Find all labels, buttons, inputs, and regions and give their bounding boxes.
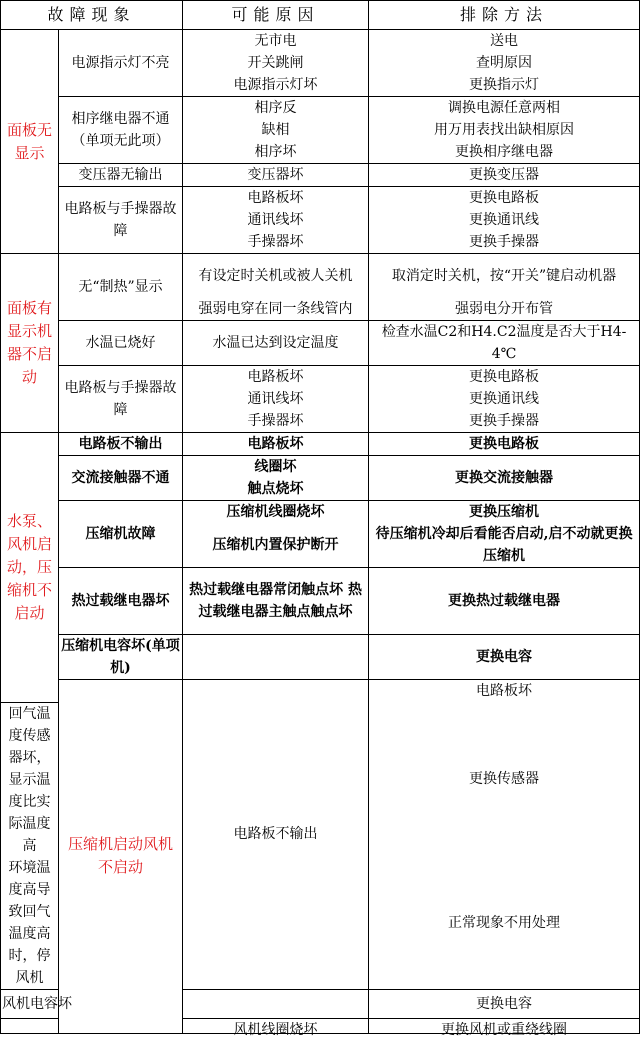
fix-cell: 调换电源任意两相: [369, 97, 640, 120]
fix-cell: 更换电路板: [369, 187, 640, 210]
cause-cell: 相序坏: [183, 141, 369, 164]
category-cell: 面板无显示: [1, 30, 59, 254]
table-row: [1, 187, 640, 210]
symptom-cell: 压缩机电容坏(单项机): [59, 635, 183, 680]
fix-cell: 更换传感器: [369, 702, 640, 857]
symptom-cell: 电路板不输出: [183, 680, 369, 990]
fix-cell: 更换电容: [369, 989, 640, 1018]
cause-cell: 开关跳闸: [183, 52, 369, 74]
symptom-cell: 电路板与手操器故障: [59, 366, 183, 433]
header-row: [1, 1, 640, 30]
fix-cell: 待压缩机冷却后看能否启动,启不动就更换压缩机: [369, 523, 640, 568]
fix-cell: 更换手操器: [369, 231, 640, 254]
symptom-cell: 相序继电器不通（单项无此项）: [59, 97, 183, 164]
cause-cell: 触点烧坏: [183, 478, 369, 501]
cause-cell: 压缩机内置保护断开: [183, 523, 369, 568]
fix-cell: 更换交流接触器: [369, 456, 640, 501]
category-cell: 水泵、风机启动，压缩机不启动: [1, 433, 59, 703]
cause-cell: 变压器坏: [183, 164, 369, 187]
fix-cell: 强弱电分开布管: [369, 298, 640, 321]
symptom-cell: 电路板不输出: [59, 433, 183, 456]
cause-cell: 回气温度传感器坏，显示温度比实际温度高: [1, 702, 59, 857]
cause-cell: 风机线圈烧坏: [183, 1018, 369, 1033]
cause-cell: 强弱电穿在同一条线管内: [183, 298, 369, 321]
cause-cell: 通讯线坏: [183, 388, 369, 410]
table-row: [1, 635, 640, 680]
symptom-cell: 电源指示灯不亮: [59, 30, 183, 97]
fix-cell: 更换电容: [369, 635, 640, 680]
cause-cell: [183, 635, 369, 680]
table-row: [1, 433, 640, 456]
cause-cell: [183, 989, 369, 1018]
symptom-cell: 风机电容坏: [1, 989, 59, 1018]
symptom-cell: [1, 1018, 59, 1033]
cause-cell: 压缩机线圈烧坏: [183, 501, 369, 524]
fix-cell: 更换相序继电器: [369, 141, 640, 164]
table-row: [1, 456, 640, 479]
symptom-cell: 水温已烧好: [59, 321, 183, 366]
table-row: [1, 568, 640, 635]
cause-cell: 电源指示灯坏: [183, 74, 369, 97]
table-row: [1, 680, 640, 703]
cause-cell: 无市电: [183, 30, 369, 53]
fix-cell: 更换热过载继电器: [369, 568, 640, 635]
symptom-cell: 压缩机故障: [59, 501, 183, 568]
fix-cell: 检查水温C2和H4.C2温度是否大于H4-4℃: [369, 321, 640, 366]
fix-cell: 更换变压器: [369, 164, 640, 187]
fix-cell: 更换通讯线: [369, 388, 640, 410]
header-phenomenon: 故障现象: [1, 1, 183, 30]
cause-cell: 环境温度高导致回气温度高时，停风机: [1, 857, 59, 990]
fix-cell: 更换手操器: [369, 410, 640, 433]
symptom-cell: 热过载继电器坏: [59, 568, 183, 635]
header-cause: 可能原因: [183, 1, 369, 30]
cause-cell: 热过载继电器常闭触点坏 热过载继电器主触点触点坏: [183, 568, 369, 635]
category-cell: 压缩机启动风机不启动: [59, 680, 183, 1034]
table-row: [1, 501, 640, 524]
cause-cell: 手操器坏: [183, 231, 369, 254]
fix-cell: 查明原因: [369, 52, 640, 74]
cause-cell: 水温已达到设定温度: [183, 321, 369, 366]
table-row: [1, 30, 640, 53]
symptom-cell: 无“制热”显示: [59, 254, 183, 321]
symptom-cell: 电路板与手操器故障: [59, 187, 183, 254]
table-row: [1, 164, 640, 187]
cause-cell: 线圈坏: [183, 456, 369, 479]
fix-cell: 取消定时关机，按“开关”键启动机器: [369, 254, 640, 299]
fix-cell: 更换电路板: [369, 366, 640, 389]
symptom-cell: 变压器无输出: [59, 164, 183, 187]
cause-cell: 电路板坏: [369, 680, 640, 703]
symptom-cell: 交流接触器不通: [59, 456, 183, 501]
fix-cell: 更换电路板: [369, 433, 640, 456]
fix-cell: 送电: [369, 30, 640, 53]
cause-cell: 相序反: [183, 97, 369, 120]
header-method: 排除方法: [369, 1, 640, 30]
cause-cell: 缺相: [183, 119, 369, 141]
table-row: [1, 254, 640, 299]
fix-cell: 正常现象不用处理: [369, 857, 640, 990]
cause-cell: 电路板坏: [183, 366, 369, 389]
table-row: [1, 321, 640, 366]
cause-cell: 通讯线坏: [183, 209, 369, 231]
cause-cell: 电路板坏: [183, 187, 369, 210]
table-row: [1, 366, 640, 389]
cause-cell: 手操器坏: [183, 410, 369, 433]
fix-cell: 用万用表找出缺相原因: [369, 119, 640, 141]
fix-cell: 更换压缩机: [369, 501, 640, 524]
fix-cell: 更换通讯线: [369, 209, 640, 231]
fix-cell: 更换指示灯: [369, 74, 640, 97]
cause-cell: 有设定时关机或被人关机: [183, 254, 369, 299]
category-cell: 面板有显示机器不启动: [1, 254, 59, 433]
table-row: [1, 97, 640, 120]
cause-cell: 电路板坏: [183, 433, 369, 456]
fix-cell: 更换风机或重绕线圈: [369, 1018, 640, 1033]
